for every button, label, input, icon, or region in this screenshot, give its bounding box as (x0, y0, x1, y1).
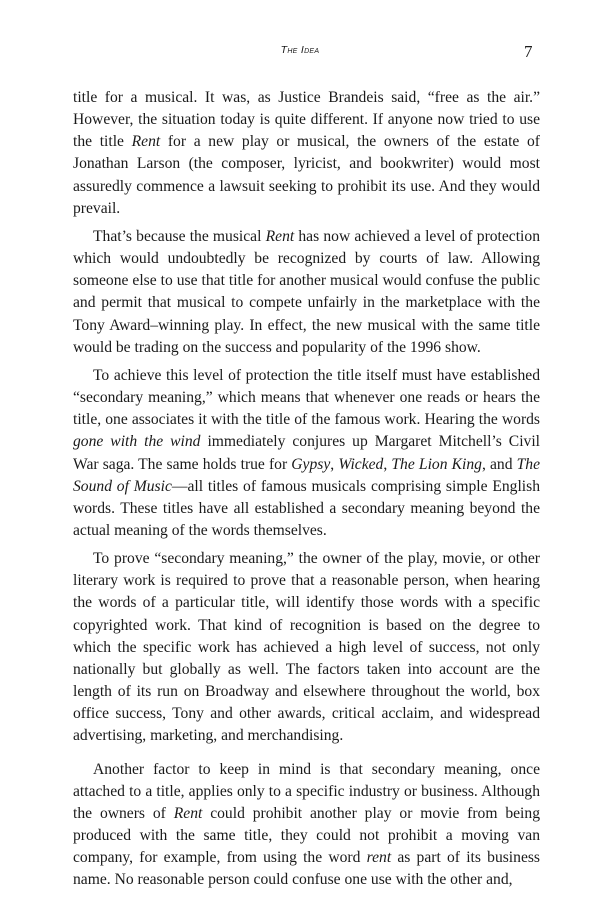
paragraph-1 (73, 87, 540, 220)
text-run: has now achieved a level of protection which would undoubtedly be recognized by courts of law. Allowing someone else to use that title for another musical would confuse the public and permit that musical to compete unfairly in the marketplace with the Tony Award–winning play. In effect, the new musical with the same title would be trading on the success and popularity of the 1996 show. (73, 227, 540, 356)
text-run: To achieve this level of protection the title itself must have established “secondary meaning,” which means that whenever one reads or hears the title, one associates it with the title of the famous work. Hearing the words (73, 366, 540, 429)
italic-title: Gypsy (291, 455, 331, 473)
paragraph-2 (73, 226, 540, 359)
text-run: That’s because the musical (93, 227, 266, 245)
page-number: 7 (524, 42, 533, 61)
paragraph-4 (73, 548, 540, 747)
italic-title: The Lion King (391, 455, 482, 473)
text-run: for a new play or musical, the owners of the estate of Jonathan Larson (the composer, lyricist, and bookwriter) would most assuredly commence a lawsuit seeking to prohibit its use. And they would prevail. (73, 133, 541, 217)
italic-title: The Sound of Music (73, 455, 541, 495)
italic-title: Wicked (338, 455, 384, 473)
italic-title: Rent (173, 804, 203, 822)
paragraph-3 (73, 365, 540, 542)
text-run: , (330, 455, 339, 473)
italic-title: gone with the wind (73, 433, 201, 451)
paragraph-5 (73, 759, 540, 892)
body-text (73, 87, 540, 891)
text-run: Another factor to keep in mind is that secondary meaning, once attached to a title, applies only to a specific industry or business. Although the owners of (73, 760, 540, 822)
text-run: —all titles of famous musicals comprising simple English words. These titles have all established a secondary meaning beyond the actual meaning of the words themselves. (73, 477, 540, 539)
running-head: The Idea (280, 44, 320, 56)
text-run: To prove “secondary meaning,” the owner of the play, movie, or other literary work is required to prove that a reasonable person, when hearing the words of a particular title, will identify those words with a specific copyrighted work. That kind of recognition is based on the degree to which the specific work has achieved a high level of success, not only nationally but globally as well. The factors taken into account are the length of its run on Broadway and elsewhere throughout the world, box office success, Tony and other awards, critical acclaim, and widespread advertising, marketing, and merchandising. (73, 550, 540, 745)
italic-title: Rent (265, 227, 295, 245)
text-run: , and (481, 455, 517, 473)
italic-title: Rent (131, 133, 161, 151)
text-run: as part of its business name. No reasonable person could confuse one use with the other and, (73, 849, 540, 889)
italic-title: rent (366, 849, 392, 867)
text-run: title for a musical. It was, as Justice Brandeis said, “free as the air.” However, the situation today is quite different. If anyone now tried to use the title (73, 89, 540, 151)
text-run: , (383, 455, 392, 473)
text-run: could prohibit another play or movie from being produced with the same title, they could not prohibit a moving van company, for example, from using the word (73, 804, 540, 867)
text-run: immediately conjures up Margaret Mitchell’s Civil War saga. The same holds true for (73, 433, 540, 473)
